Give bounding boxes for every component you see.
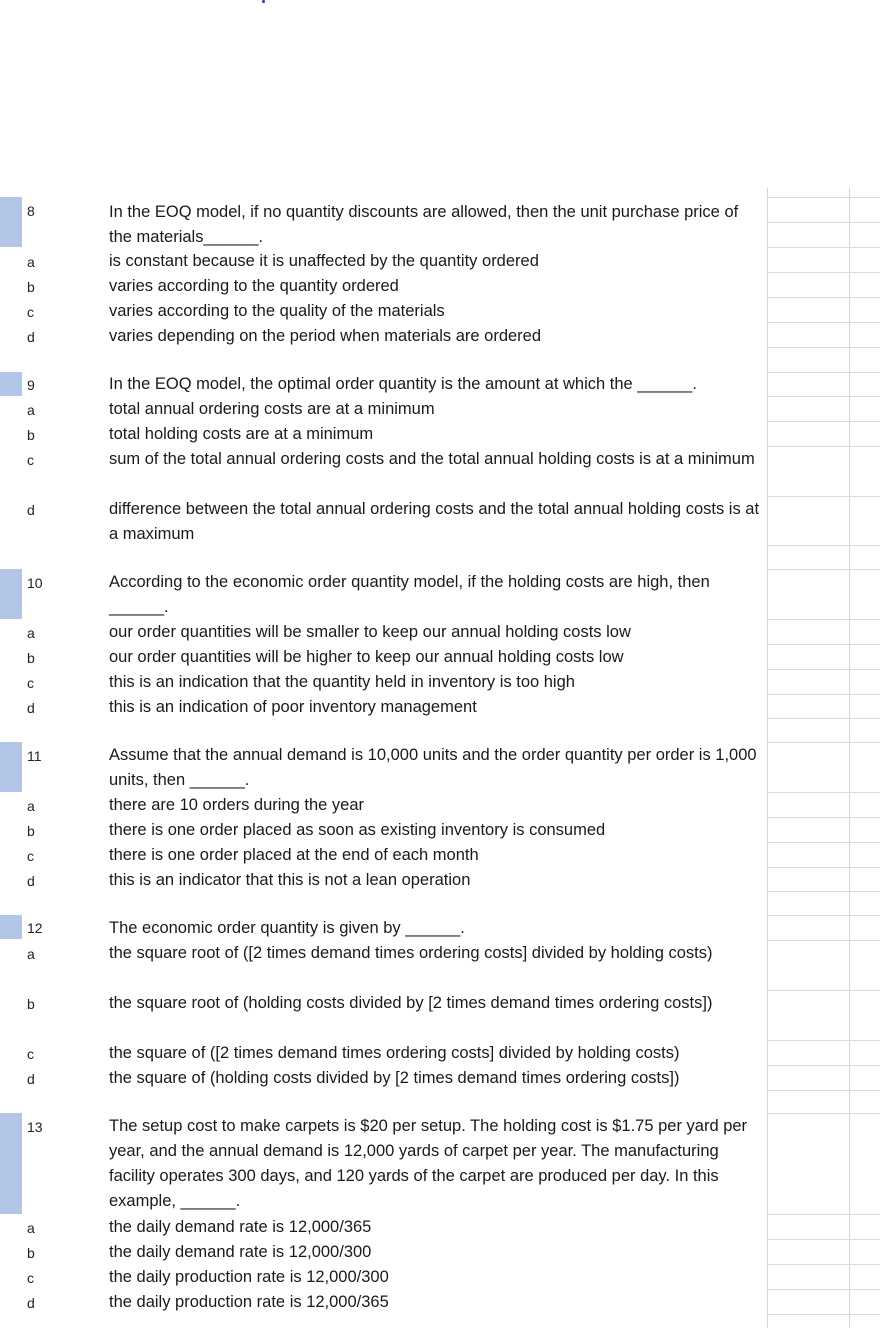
option-label[interactable]: a: [27, 798, 35, 814]
row-gridline: [767, 1239, 880, 1240]
question-text[interactable]: In the EOQ model, if no quantity discounts are allowed, then the unit purchase price of the materials______.: [109, 203, 739, 246]
option-label[interactable]: b: [27, 1245, 35, 1261]
question-number[interactable]: 9: [27, 377, 35, 393]
question-number-highlight: [0, 372, 22, 396]
row-gridline: [767, 222, 880, 223]
option-text[interactable]: the square of ([2 times demand times ordering costs] divided by holding costs): [109, 1044, 680, 1062]
row-gridline: [767, 396, 880, 397]
option-label[interactable]: c: [27, 675, 34, 691]
option-label[interactable]: a: [27, 946, 35, 962]
option-text[interactable]: there are 10 orders during the year: [109, 796, 364, 814]
row-gridline: [767, 742, 880, 743]
row-gridline: [767, 940, 880, 941]
option-label[interactable]: a: [27, 625, 35, 641]
option-text[interactable]: the daily production rate is 12,000/300: [109, 1268, 389, 1286]
question-text[interactable]: In the EOQ model, the optimal order quantity is the amount at which the ______.: [109, 375, 697, 393]
option-label[interactable]: c: [27, 1270, 34, 1286]
row-gridline: [767, 990, 880, 991]
row-gridline: [767, 569, 880, 570]
question-text[interactable]: According to the economic order quantity model, if the holding costs are high, then ______.: [109, 573, 710, 616]
row-gridline: [767, 247, 880, 248]
row-gridline: [767, 792, 880, 793]
question-text[interactable]: Assume that the annual demand is 10,000 units and the order quantity per order is 1,000 units, then ______.: [109, 746, 757, 789]
row-gridline: [767, 915, 880, 916]
row-gridline: [767, 1040, 880, 1041]
row-gridline: [767, 1314, 880, 1315]
question-number-highlight: [0, 569, 22, 619]
option-text[interactable]: our order quantities will be smaller to keep our annual holding costs low: [109, 623, 631, 641]
option-text[interactable]: this is an indicator that this is not a lean operation: [109, 871, 471, 889]
column-gridline: [849, 188, 850, 1328]
option-text[interactable]: varies depending on the period when materials are ordered: [109, 327, 542, 345]
question-number[interactable]: 10: [27, 575, 43, 591]
row-gridline: [767, 545, 880, 546]
option-label[interactable]: d: [27, 1071, 35, 1087]
row-gridline: [767, 1065, 880, 1066]
option-label[interactable]: b: [27, 650, 35, 666]
option-label[interactable]: d: [27, 873, 35, 889]
option-label[interactable]: c: [27, 304, 34, 320]
option-label[interactable]: c: [27, 848, 34, 864]
option-label[interactable]: a: [27, 254, 35, 270]
row-gridline: [767, 297, 880, 298]
row-gridline: [767, 718, 880, 719]
option-label[interactable]: a: [27, 402, 35, 418]
option-label[interactable]: b: [27, 427, 35, 443]
question-number[interactable]: 11: [27, 748, 42, 764]
question-number-highlight: [0, 1113, 22, 1214]
row-gridline: [767, 1289, 880, 1290]
row-gridline: [767, 1214, 880, 1215]
row-gridline: [767, 496, 880, 497]
option-text[interactable]: the square root of (holding costs divided by [2 times demand times ordering costs]): [109, 994, 713, 1012]
option-label[interactable]: d: [27, 1295, 35, 1311]
option-label[interactable]: d: [27, 502, 35, 518]
option-text[interactable]: varies according to the quality of the materials: [109, 302, 445, 320]
option-label[interactable]: b: [27, 279, 35, 295]
question-number-highlight: [0, 197, 22, 247]
question-text[interactable]: The setup cost to make carpets is $20 per setup. The holding cost is $1.75 per yard per year, and the annual demand is 12,000 yards of carpet per year. The manufacturing facility operates 300 days, and 120 yards of the carpet are produced per day. In this example, ______.: [109, 1117, 748, 1210]
question-number-highlight: [0, 742, 22, 792]
option-text[interactable]: the daily demand rate is 12,000/300: [109, 1243, 372, 1261]
question-number[interactable]: 8: [27, 203, 35, 219]
option-text[interactable]: total annual ordering costs are at a minimum: [109, 400, 435, 418]
row-gridline: [767, 842, 880, 843]
row-gridline: [767, 1090, 880, 1091]
option-text[interactable]: the daily production rate is 12,000/365: [109, 1293, 389, 1311]
row-gridline: [767, 694, 880, 695]
option-text[interactable]: is constant because it is unaffected by the quantity ordered: [109, 252, 539, 270]
option-label[interactable]: c: [27, 1046, 34, 1062]
row-gridline: [767, 1113, 880, 1114]
option-text[interactable]: varies according to the quantity ordered: [109, 277, 399, 295]
row-gridline: [767, 372, 880, 373]
question-text[interactable]: The economic order quantity is given by ______.: [109, 919, 465, 937]
row-gridline: [767, 347, 880, 348]
option-text[interactable]: difference between the total annual ordering costs and the total annual holding costs is at a maximum: [109, 500, 760, 543]
option-text[interactable]: there is one order placed at the end of each month: [109, 846, 479, 864]
option-label[interactable]: c: [27, 452, 34, 468]
row-gridline: [767, 272, 880, 273]
option-label[interactable]: d: [27, 700, 35, 716]
option-text[interactable]: the square root of ([2 times demand times ordering costs] divided by holding costs): [109, 944, 713, 962]
row-gridline: [767, 421, 880, 422]
option-label[interactable]: b: [27, 823, 35, 839]
row-gridline: [767, 322, 880, 323]
option-text[interactable]: the square of (holding costs divided by [2 times demand times ordering costs]): [109, 1069, 680, 1087]
row-gridline: [767, 197, 880, 198]
question-number[interactable]: 13: [27, 1119, 43, 1135]
column-gridline: [767, 188, 768, 1328]
selection-dot: [262, 0, 265, 3]
row-gridline: [767, 669, 880, 670]
row-gridline: [767, 817, 880, 818]
row-gridline: [767, 891, 880, 892]
option-label[interactable]: a: [27, 1220, 35, 1236]
row-gridline: [767, 867, 880, 868]
row-gridline: [767, 644, 880, 645]
row-gridline: [767, 446, 880, 447]
question-number-highlight: [0, 915, 22, 939]
option-text[interactable]: the daily demand rate is 12,000/365: [109, 1218, 372, 1236]
option-text[interactable]: there is one order placed as soon as existing inventory is consumed: [109, 821, 606, 839]
row-gridline: [767, 1264, 880, 1265]
option-text[interactable]: total holding costs are at a minimum: [109, 425, 374, 443]
question-number[interactable]: 12: [27, 920, 43, 936]
option-text[interactable]: this is an indication that the quantity held in inventory is too high: [109, 673, 575, 691]
option-text[interactable]: our order quantities will be higher to keep our annual holding costs low: [109, 648, 624, 666]
option-label[interactable]: d: [27, 329, 35, 345]
option-label[interactable]: b: [27, 996, 35, 1012]
option-text[interactable]: sum of the total annual ordering costs and the total annual holding costs is at a minimum: [109, 450, 755, 468]
row-gridline: [767, 619, 880, 620]
option-text[interactable]: this is an indication of poor inventory management: [109, 698, 477, 716]
